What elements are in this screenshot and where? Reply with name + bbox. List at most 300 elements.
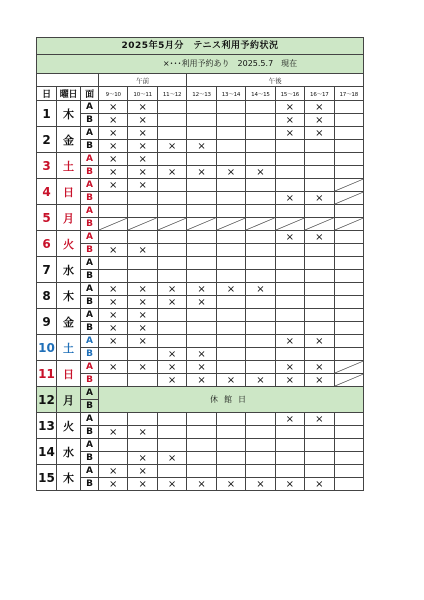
open-slot [128, 413, 157, 426]
open-slot [246, 465, 275, 478]
open-slot [187, 127, 216, 140]
reservation-row [37, 179, 364, 192]
reserved-mark: × [216, 374, 245, 387]
open-slot [187, 335, 216, 348]
open-slot [275, 348, 304, 361]
open-slot [216, 205, 245, 218]
reserved-mark: × [128, 101, 157, 114]
court-label: A [81, 179, 99, 192]
day-number: 9 [37, 309, 57, 335]
reservation-row [37, 335, 364, 348]
open-slot [128, 192, 157, 205]
court-label: B [81, 426, 99, 439]
open-slot [157, 192, 186, 205]
day-number: 10 [37, 335, 57, 361]
court-label: B [81, 114, 99, 127]
open-slot [334, 231, 363, 244]
weekday-label: 金 [57, 309, 81, 335]
open-slot [128, 374, 157, 387]
reserved-mark: × [99, 114, 128, 127]
reserved-mark: × [246, 283, 275, 296]
reserved-mark: × [99, 166, 128, 179]
weekday-label: 水 [57, 439, 81, 465]
open-slot [334, 244, 363, 257]
weekday-label: 火 [57, 413, 81, 439]
open-slot [187, 231, 216, 244]
open-slot [128, 348, 157, 361]
open-slot [216, 140, 245, 153]
open-slot [246, 439, 275, 452]
open-slot [246, 153, 275, 166]
open-slot [187, 426, 216, 439]
reservation-row [37, 166, 364, 179]
reservation-row [37, 426, 364, 439]
slot-header: 17～18 [334, 87, 363, 101]
reserved-mark: × [157, 296, 186, 309]
open-slot [216, 270, 245, 283]
open-slot [275, 296, 304, 309]
open-slot [305, 205, 334, 218]
unavailable-slot [334, 361, 363, 374]
weekday-label: 土 [57, 335, 81, 361]
open-slot [187, 179, 216, 192]
reservation-row [37, 374, 364, 387]
reservation-row [37, 283, 364, 296]
reserved-mark: × [275, 374, 304, 387]
open-slot [216, 127, 245, 140]
day-column-header: 日 [37, 87, 57, 101]
reserved-mark: × [187, 348, 216, 361]
reserved-mark: × [187, 283, 216, 296]
reserved-mark: × [275, 335, 304, 348]
reserved-mark: × [128, 309, 157, 322]
open-slot [216, 231, 245, 244]
reserved-mark: × [157, 452, 186, 465]
reserved-mark: × [128, 140, 157, 153]
open-slot [334, 439, 363, 452]
open-slot [305, 426, 334, 439]
reservation-row [37, 348, 364, 361]
unavailable-slot [334, 218, 363, 231]
open-slot [305, 270, 334, 283]
afternoon-header: 午後 [187, 74, 364, 87]
open-slot [246, 231, 275, 244]
open-slot [187, 257, 216, 270]
open-slot [334, 257, 363, 270]
open-slot [246, 205, 275, 218]
reservation-row [37, 114, 364, 127]
court-label: B [81, 322, 99, 335]
open-slot [275, 257, 304, 270]
reserved-mark: × [128, 426, 157, 439]
reserved-mark: × [246, 166, 275, 179]
open-slot [157, 322, 186, 335]
open-slot [305, 439, 334, 452]
reserved-mark: × [246, 478, 275, 491]
open-slot [216, 335, 245, 348]
reservation-row [37, 439, 364, 452]
court-label: A [81, 465, 99, 478]
reserved-mark: × [128, 296, 157, 309]
reserved-mark: × [128, 127, 157, 140]
day-number: 3 [37, 153, 57, 179]
reservation-body [37, 101, 364, 491]
open-slot [275, 439, 304, 452]
unavailable-slot [246, 218, 275, 231]
open-slot [275, 426, 304, 439]
reserved-mark: × [275, 231, 304, 244]
open-slot [334, 205, 363, 218]
open-slot [334, 127, 363, 140]
open-slot [187, 205, 216, 218]
slot-header-row [37, 87, 364, 101]
open-slot [334, 101, 363, 114]
open-slot [187, 439, 216, 452]
open-slot [334, 140, 363, 153]
open-slot [275, 322, 304, 335]
reservation-row [37, 231, 364, 244]
closed-label: 休館日 [99, 387, 364, 413]
unavailable-slot [128, 218, 157, 231]
reserved-mark: × [305, 231, 334, 244]
reservation-row [37, 127, 364, 140]
day-number: 14 [37, 439, 57, 465]
open-slot [305, 140, 334, 153]
day-number: 5 [37, 205, 57, 231]
open-slot [246, 270, 275, 283]
open-slot [187, 114, 216, 127]
open-slot [305, 465, 334, 478]
reserved-mark: × [157, 166, 186, 179]
open-slot [187, 322, 216, 335]
open-slot [216, 426, 245, 439]
reserved-mark: × [99, 283, 128, 296]
day-number: 8 [37, 283, 57, 309]
court-label: B [81, 140, 99, 153]
open-slot [157, 270, 186, 283]
open-slot [334, 283, 363, 296]
open-slot [334, 335, 363, 348]
reservation-row [37, 478, 364, 491]
reserved-mark: × [128, 335, 157, 348]
unavailable-slot [334, 192, 363, 205]
open-slot [334, 166, 363, 179]
open-slot [305, 309, 334, 322]
open-slot [216, 309, 245, 322]
open-slot [216, 361, 245, 374]
open-slot [99, 413, 128, 426]
open-slot [99, 348, 128, 361]
reservation-row [37, 140, 364, 153]
open-slot [216, 322, 245, 335]
legend-text: ×･･･利用予約あり 2025.5.7 現在 [162, 59, 298, 68]
reserved-mark: × [305, 413, 334, 426]
open-slot [275, 309, 304, 322]
open-slot [305, 166, 334, 179]
reservation-row [37, 296, 364, 309]
open-slot [305, 348, 334, 361]
open-slot [334, 426, 363, 439]
unavailable-slot [157, 218, 186, 231]
open-slot [216, 348, 245, 361]
court-label: B [81, 218, 99, 231]
reserved-mark: × [99, 244, 128, 257]
court-label: B [81, 192, 99, 205]
reserved-mark: × [305, 374, 334, 387]
reserved-mark: × [157, 140, 186, 153]
court-label: A [81, 361, 99, 374]
open-slot [187, 452, 216, 465]
reserved-mark: × [99, 101, 128, 114]
court-label: A [81, 153, 99, 166]
open-slot [275, 140, 304, 153]
reserved-mark: × [216, 166, 245, 179]
reservation-sheet [36, 37, 364, 491]
court-label: B [81, 452, 99, 465]
open-slot [157, 257, 186, 270]
open-slot [157, 127, 186, 140]
reserved-mark: × [128, 452, 157, 465]
open-slot [275, 452, 304, 465]
open-slot [157, 244, 186, 257]
reserved-mark: × [99, 296, 128, 309]
open-slot [246, 127, 275, 140]
reserved-mark: × [128, 478, 157, 491]
open-slot [187, 270, 216, 283]
reserved-mark: × [99, 361, 128, 374]
day-number: 4 [37, 179, 57, 205]
reserved-mark: × [275, 192, 304, 205]
open-slot [246, 192, 275, 205]
reserved-mark: × [157, 478, 186, 491]
day-number: 2 [37, 127, 57, 153]
open-slot [246, 322, 275, 335]
reserved-mark: × [275, 127, 304, 140]
open-slot [157, 179, 186, 192]
reserved-mark: × [216, 283, 245, 296]
reservation-row [37, 218, 364, 231]
sheet-header [36, 37, 364, 73]
open-slot [334, 270, 363, 283]
open-slot [246, 452, 275, 465]
day-number: 11 [37, 361, 57, 387]
court-label: A [81, 205, 99, 218]
weekday-label: 水 [57, 257, 81, 283]
reserved-mark: × [157, 348, 186, 361]
open-slot [275, 205, 304, 218]
reserved-mark: × [128, 322, 157, 335]
open-slot [246, 257, 275, 270]
reservation-row [37, 452, 364, 465]
weekday-label: 木 [57, 283, 81, 309]
open-slot [216, 244, 245, 257]
unavailable-slot [334, 374, 363, 387]
open-slot [246, 140, 275, 153]
open-slot [187, 309, 216, 322]
slot-header: 14～15 [246, 87, 275, 101]
open-slot [246, 101, 275, 114]
open-slot [305, 283, 334, 296]
slot-header: 11～12 [157, 87, 186, 101]
open-slot [275, 270, 304, 283]
open-slot [305, 296, 334, 309]
court-column-header: 面 [81, 87, 99, 101]
reserved-mark: × [99, 465, 128, 478]
open-slot [99, 452, 128, 465]
unavailable-slot [275, 218, 304, 231]
open-slot [216, 179, 245, 192]
open-slot [334, 452, 363, 465]
slot-header: 10～11 [128, 87, 157, 101]
open-slot [305, 244, 334, 257]
court-label: A [81, 257, 99, 270]
reservation-row [37, 413, 364, 426]
open-slot [99, 231, 128, 244]
day-number: 15 [37, 465, 57, 491]
open-slot [305, 257, 334, 270]
weekday-label: 木 [57, 101, 81, 127]
open-slot [157, 101, 186, 114]
open-slot [334, 465, 363, 478]
open-slot [334, 413, 363, 426]
reserved-mark: × [157, 361, 186, 374]
open-slot [157, 413, 186, 426]
court-label: B [81, 478, 99, 491]
day-number: 6 [37, 231, 57, 257]
reservation-row [37, 192, 364, 205]
reserved-mark: × [246, 374, 275, 387]
reserved-mark: × [128, 153, 157, 166]
weekday-column-header: 曜日 [57, 87, 81, 101]
court-label: B [81, 348, 99, 361]
reservation-row [37, 101, 364, 114]
reserved-mark: × [128, 166, 157, 179]
open-slot [99, 257, 128, 270]
open-slot [99, 205, 128, 218]
open-slot [187, 153, 216, 166]
weekday-label: 日 [57, 179, 81, 205]
court-label: B [81, 270, 99, 283]
reserved-mark: × [187, 296, 216, 309]
reservation-row [37, 322, 364, 335]
reservation-row [37, 309, 364, 322]
open-slot [246, 296, 275, 309]
open-slot [334, 478, 363, 491]
reserved-mark: × [99, 179, 128, 192]
open-slot [216, 465, 245, 478]
court-label: A [81, 283, 99, 296]
reserved-mark: × [187, 361, 216, 374]
open-slot [216, 296, 245, 309]
reserved-mark: × [157, 374, 186, 387]
open-slot [216, 452, 245, 465]
open-slot [246, 426, 275, 439]
open-slot [157, 114, 186, 127]
open-slot [157, 465, 186, 478]
open-slot [187, 413, 216, 426]
unavailable-slot [305, 218, 334, 231]
day-number: 1 [37, 101, 57, 127]
open-slot [246, 361, 275, 374]
unavailable-slot [187, 218, 216, 231]
reserved-mark: × [275, 114, 304, 127]
weekday-label: 月 [57, 387, 81, 413]
reserved-mark: × [187, 374, 216, 387]
reserved-mark: × [275, 413, 304, 426]
weekday-label: 土 [57, 153, 81, 179]
slot-header: 12～13 [187, 87, 216, 101]
reserved-mark: × [187, 478, 216, 491]
reserved-mark: × [128, 361, 157, 374]
reserved-mark: × [128, 244, 157, 257]
slot-header: 16～17 [305, 87, 334, 101]
reserved-mark: × [275, 361, 304, 374]
court-label: B [81, 374, 99, 387]
reservation-row [37, 387, 364, 400]
open-slot [157, 426, 186, 439]
page-title: 2025年5月分 テニス利用予約状況 [37, 38, 363, 55]
open-slot [187, 192, 216, 205]
reserved-mark: × [187, 166, 216, 179]
open-slot [334, 309, 363, 322]
open-slot [99, 439, 128, 452]
open-slot [246, 114, 275, 127]
reserved-mark: × [305, 361, 334, 374]
open-slot [99, 374, 128, 387]
open-slot [275, 244, 304, 257]
open-slot [305, 322, 334, 335]
reserved-mark: × [99, 478, 128, 491]
open-slot [246, 348, 275, 361]
reserved-mark: × [275, 101, 304, 114]
reserved-mark: × [187, 140, 216, 153]
open-slot [246, 309, 275, 322]
open-slot [187, 465, 216, 478]
day-number: 12 [37, 387, 57, 413]
weekday-label: 木 [57, 465, 81, 491]
slot-header: 9～10 [99, 87, 128, 101]
reserved-mark: × [275, 478, 304, 491]
open-slot [275, 283, 304, 296]
reservation-row [37, 361, 364, 374]
open-slot [246, 179, 275, 192]
reserved-mark: × [99, 153, 128, 166]
court-label: A [81, 309, 99, 322]
reserved-mark: × [305, 192, 334, 205]
weekday-label: 金 [57, 127, 81, 153]
open-slot [128, 205, 157, 218]
reservation-row [37, 153, 364, 166]
reservation-table [36, 73, 364, 491]
open-slot [275, 179, 304, 192]
open-slot [99, 270, 128, 283]
court-label: A [81, 387, 99, 400]
open-slot [128, 231, 157, 244]
reservation-row [37, 205, 364, 218]
court-label: B [81, 166, 99, 179]
court-label: A [81, 413, 99, 426]
court-label: A [81, 439, 99, 452]
day-number: 7 [37, 257, 57, 283]
reserved-mark: × [128, 114, 157, 127]
open-slot [334, 348, 363, 361]
open-slot [334, 114, 363, 127]
open-slot [334, 153, 363, 166]
reserved-mark: × [99, 140, 128, 153]
reserved-mark: × [305, 114, 334, 127]
open-slot [157, 205, 186, 218]
open-slot [305, 153, 334, 166]
